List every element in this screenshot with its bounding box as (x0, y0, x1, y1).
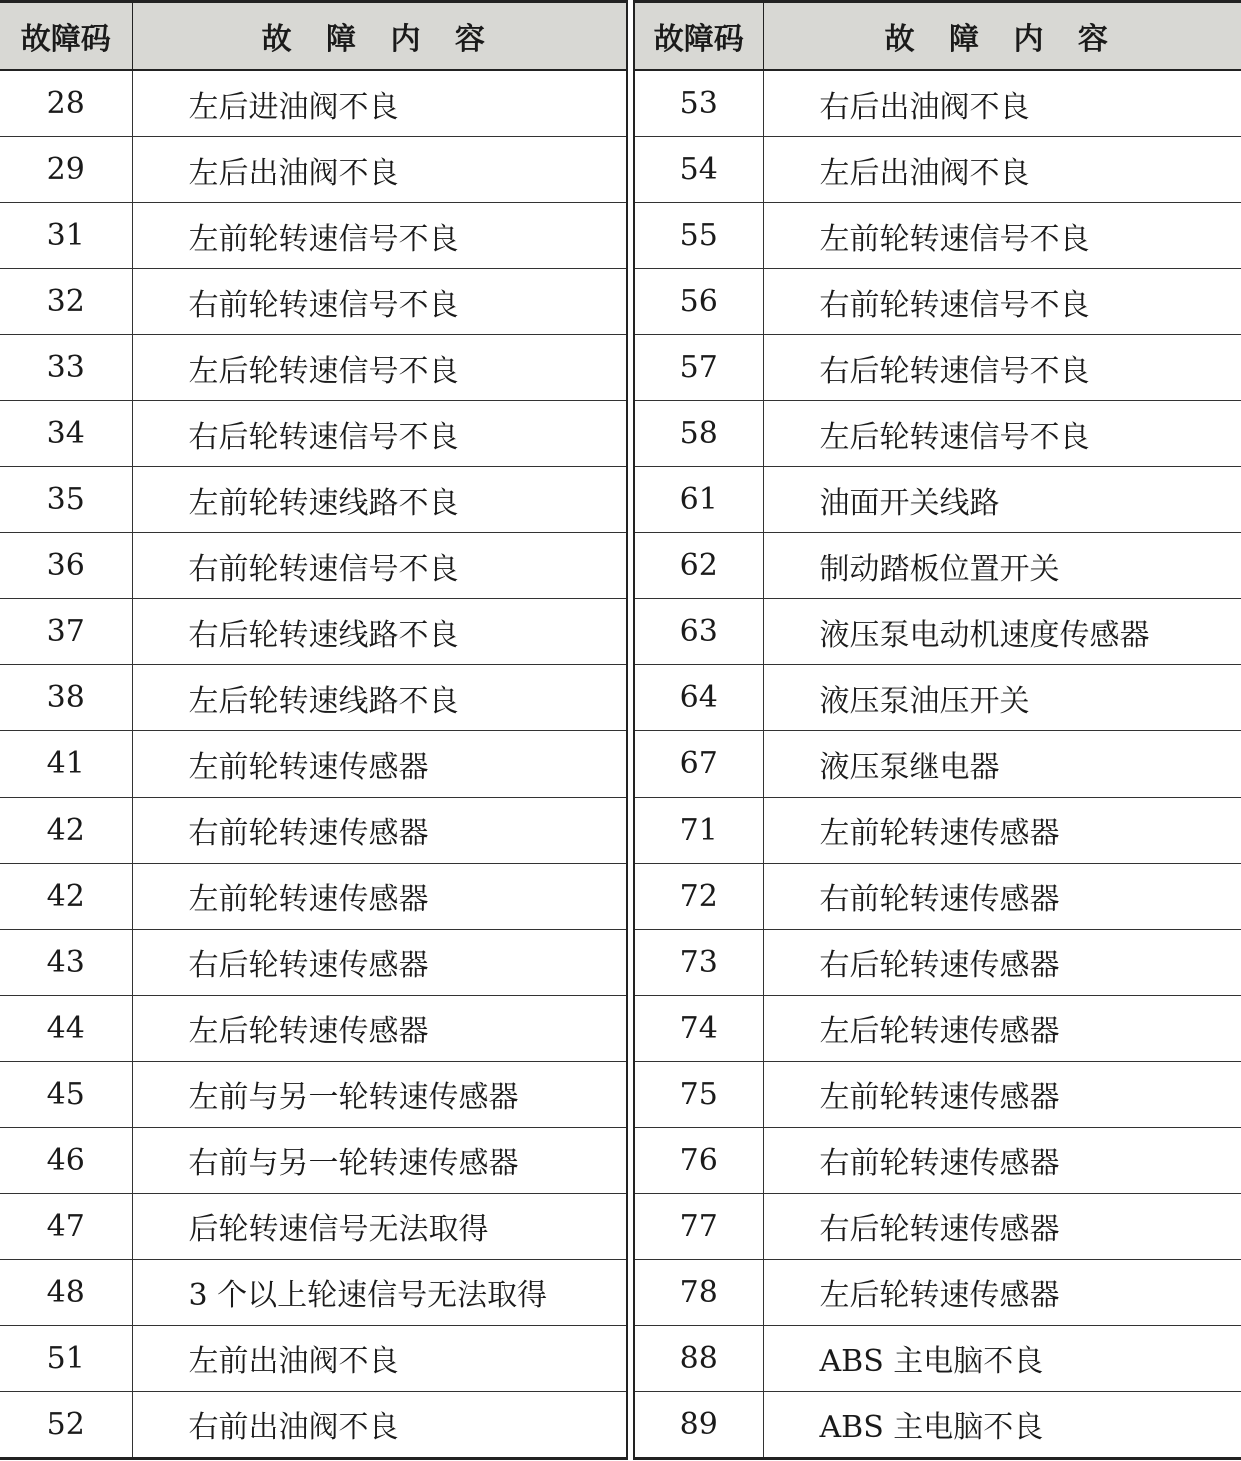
table-row (0, 665, 1241, 731)
fault-content-cell: 油面开关线路 (763, 467, 1241, 533)
fault-content-cell: 左后进油阀不良 (132, 70, 627, 137)
column-divider (627, 995, 634, 1061)
column-divider (627, 269, 634, 335)
fault-content-cell: 左前轮转速传感器 (132, 731, 627, 797)
column-divider (627, 70, 634, 137)
fault-content-cell: 右后轮转速线路不良 (132, 599, 627, 665)
fault-code-cell: 64 (634, 665, 763, 731)
fault-code-cell: 33 (0, 335, 132, 401)
fault-code-cell: 35 (0, 467, 132, 533)
fault-code-cell: 48 (0, 1259, 132, 1325)
fault-content-cell: 液压泵电动机速度传感器 (763, 599, 1241, 665)
fault-code-cell: 89 (634, 1391, 763, 1458)
fault-code-cell: 72 (634, 863, 763, 929)
fault-content-cell: 左前轮转速传感器 (132, 863, 627, 929)
column-divider (627, 2, 634, 71)
table-row (0, 1061, 1241, 1127)
fault-content-cell: 右前轮转速传感器 (132, 797, 627, 863)
fault-content-cell: 液压泵继电器 (763, 731, 1241, 797)
column-divider (627, 1061, 634, 1127)
fault-content-cell: ABS 主电脑不良 (763, 1391, 1241, 1458)
column-divider (627, 467, 634, 533)
fault-content-cell: 左后轮转速传感器 (132, 995, 627, 1061)
header-fault-code-left: 故障码 (0, 2, 132, 71)
fault-content-cell: 右前轮转速信号不良 (763, 269, 1241, 335)
fault-content-cell: 右后轮转速信号不良 (763, 335, 1241, 401)
column-divider (627, 335, 634, 401)
fault-content-cell: 右前轮转速传感器 (763, 1127, 1241, 1193)
fault-code-cell: 46 (0, 1127, 132, 1193)
column-divider (627, 797, 634, 863)
fault-content-cell: 右前与另一轮转速传感器 (132, 1127, 627, 1193)
column-divider (627, 1127, 634, 1193)
fault-code-cell: 56 (634, 269, 763, 335)
fault-code-cell: 58 (634, 401, 763, 467)
table-row (0, 1325, 1241, 1391)
fault-content-cell: 3 个以上轮速信号无法取得 (132, 1259, 627, 1325)
fault-content-cell: 右前轮转速信号不良 (132, 533, 627, 599)
column-divider (627, 1193, 634, 1259)
table-row (0, 1127, 1241, 1193)
table-row (0, 401, 1241, 467)
table-row (0, 335, 1241, 401)
column-divider (627, 599, 634, 665)
fault-code-cell: 74 (634, 995, 763, 1061)
fault-code-cell: 76 (634, 1127, 763, 1193)
fault-code-cell: 41 (0, 731, 132, 797)
table-row (0, 863, 1241, 929)
column-divider (627, 533, 634, 599)
fault-content-cell: 右后轮转速传感器 (763, 929, 1241, 995)
column-divider (627, 401, 634, 467)
fault-code-cell: 62 (634, 533, 763, 599)
column-divider (627, 665, 634, 731)
fault-content-cell: 左后轮转速传感器 (763, 995, 1241, 1061)
table-row (0, 203, 1241, 269)
fault-content-cell: 左前轮转速线路不良 (132, 467, 627, 533)
fault-code-cell: 88 (634, 1325, 763, 1391)
fault-code-cell: 42 (0, 863, 132, 929)
fault-code-cell: 75 (634, 1061, 763, 1127)
fault-code-cell: 71 (634, 797, 763, 863)
fault-content-cell: ABS 主电脑不良 (763, 1325, 1241, 1391)
fault-content-cell: 左前轮转速传感器 (763, 1061, 1241, 1127)
fault-content-cell: 左前轮转速信号不良 (132, 203, 627, 269)
fault-content-cell: 右后轮转速传感器 (132, 929, 627, 995)
column-divider (627, 1391, 634, 1458)
fault-content-cell: 右后出油阀不良 (763, 70, 1241, 137)
table-header-row (0, 2, 1241, 71)
table-row (0, 1193, 1241, 1259)
fault-code-cell: 47 (0, 1193, 132, 1259)
table-row (0, 70, 1241, 137)
fault-content-cell: 左前轮转速传感器 (763, 797, 1241, 863)
table-row (0, 731, 1241, 797)
fault-code-cell: 37 (0, 599, 132, 665)
table-row (0, 533, 1241, 599)
fault-content-cell: 左前轮转速信号不良 (763, 203, 1241, 269)
fault-code-cell: 51 (0, 1325, 132, 1391)
fault-content-cell: 右前轮转速传感器 (763, 863, 1241, 929)
fault-content-cell: 左后轮转速线路不良 (132, 665, 627, 731)
fault-code-cell: 73 (634, 929, 763, 995)
column-divider (627, 929, 634, 995)
table-row (0, 599, 1241, 665)
column-divider (627, 863, 634, 929)
fault-code-cell: 45 (0, 1061, 132, 1127)
table-row (0, 1259, 1241, 1325)
table-row (0, 137, 1241, 203)
fault-code-cell: 53 (634, 70, 763, 137)
fault-content-cell: 右后轮转速传感器 (763, 1193, 1241, 1259)
fault-code-cell: 31 (0, 203, 132, 269)
fault-content-cell: 左后轮转速传感器 (763, 1259, 1241, 1325)
fault-content-cell: 后轮转速信号无法取得 (132, 1193, 627, 1259)
column-divider (627, 137, 634, 203)
fault-code-cell: 55 (634, 203, 763, 269)
table-body (0, 70, 1241, 1459)
fault-code-cell: 43 (0, 929, 132, 995)
fault-code-cell: 32 (0, 269, 132, 335)
fault-code-cell: 34 (0, 401, 132, 467)
table-row (0, 1391, 1241, 1458)
table-row (0, 995, 1241, 1061)
fault-content-cell: 左前出油阀不良 (132, 1325, 627, 1391)
table-row (0, 797, 1241, 863)
fault-code-cell: 36 (0, 533, 132, 599)
fault-code-cell: 57 (634, 335, 763, 401)
fault-code-cell: 28 (0, 70, 132, 137)
fault-code-cell: 38 (0, 665, 132, 731)
column-divider (627, 1325, 634, 1391)
column-divider (627, 203, 634, 269)
fault-code-cell: 77 (634, 1193, 763, 1259)
header-fault-code-right: 故障码 (634, 2, 763, 71)
fault-content-cell: 左后出油阀不良 (132, 137, 627, 203)
fault-code-cell: 63 (634, 599, 763, 665)
fault-content-cell: 左后出油阀不良 (763, 137, 1241, 203)
fault-code-cell: 29 (0, 137, 132, 203)
fault-content-cell: 右前轮转速信号不良 (132, 269, 627, 335)
fault-code-cell: 78 (634, 1259, 763, 1325)
fault-code-cell: 52 (0, 1391, 132, 1458)
fault-code-cell: 44 (0, 995, 132, 1061)
fault-code-cell: 67 (634, 731, 763, 797)
fault-content-cell: 右前出油阀不良 (132, 1391, 627, 1458)
header-fault-content-left: 故 障 内 容 (132, 2, 627, 71)
table-row (0, 269, 1241, 335)
fault-content-cell: 制动踏板位置开关 (763, 533, 1241, 599)
table-row (0, 467, 1241, 533)
column-divider (627, 731, 634, 797)
fault-content-cell: 左后轮转速信号不良 (763, 401, 1241, 467)
column-divider (627, 1259, 634, 1325)
fault-code-cell: 61 (634, 467, 763, 533)
fault-code-cell: 42 (0, 797, 132, 863)
fault-content-cell: 右后轮转速信号不良 (132, 401, 627, 467)
fault-content-cell: 左前与另一轮转速传感器 (132, 1061, 627, 1127)
fault-code-cell: 54 (634, 137, 763, 203)
header-fault-content-right: 故 障 内 容 (763, 2, 1241, 71)
fault-content-cell: 液压泵油压开关 (763, 665, 1241, 731)
table-row (0, 929, 1241, 995)
fault-content-cell: 左后轮转速信号不良 (132, 335, 627, 401)
